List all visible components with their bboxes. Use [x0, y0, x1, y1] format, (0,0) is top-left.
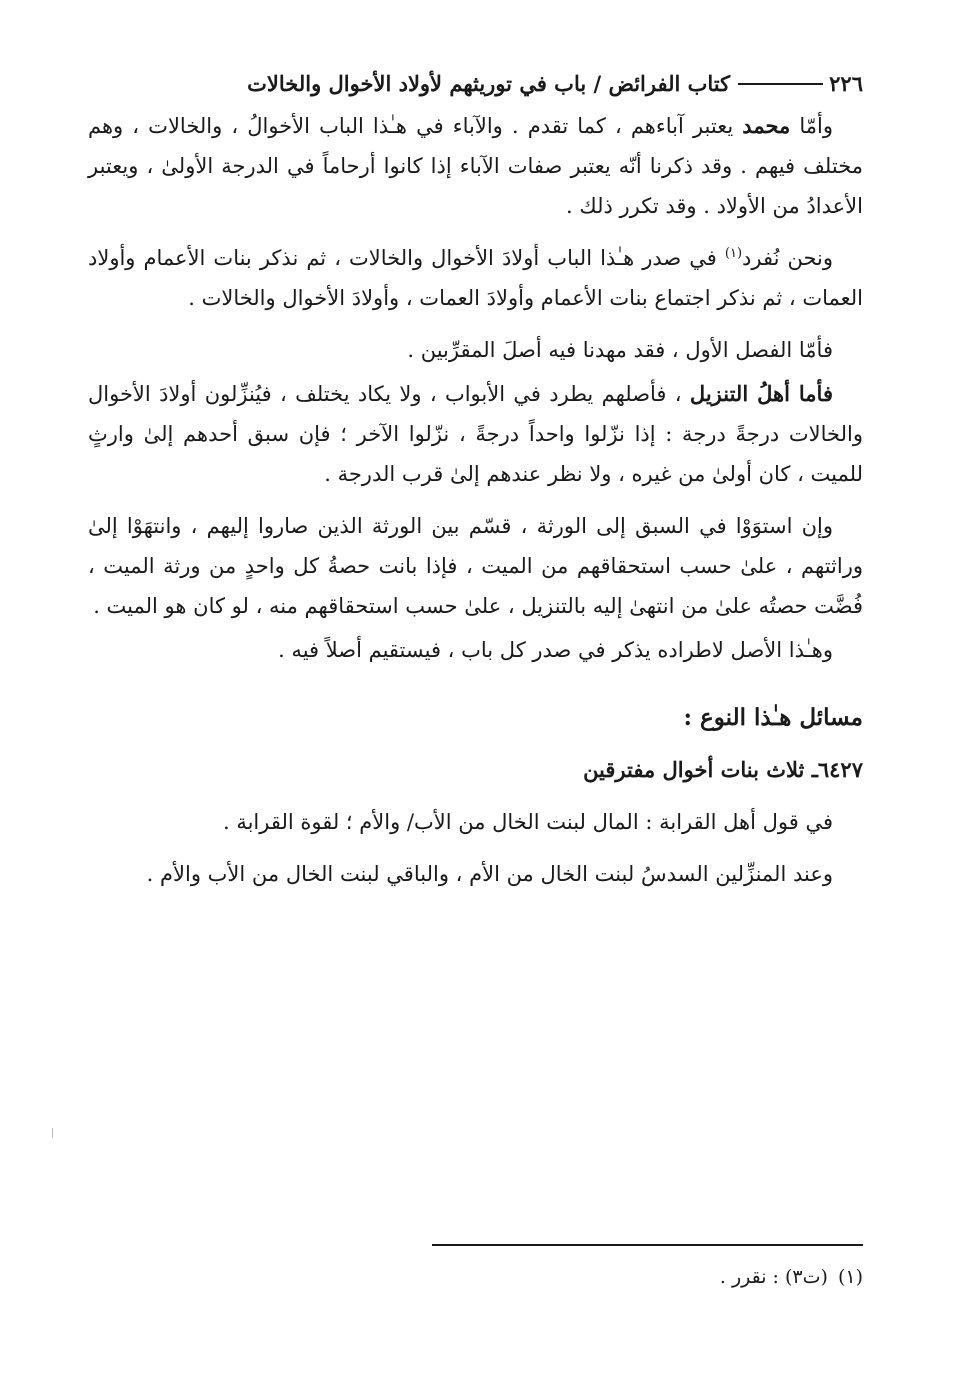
- problem-text: [88, 802, 863, 894]
- problem-heading: [88, 748, 863, 792]
- bold-term: فأما أهلُ التنزيل: [689, 381, 833, 406]
- bold-term: محمد: [742, 113, 791, 138]
- text-run: ، فأصلهم يطرد في الأبواب ، ولا يكاد يختلف ، فيُنزِّلون أولادَ الأخوال والخالات درجةً درجة : إذا نزّلوا واحداً درجةً ، نزّلوا الآخر ؛ فإن سبق أحدهم إلىٰ وارثٍ للميت ، كان أولىٰ من غيره ، ولا نظر عندهم إلىٰ قرب الدرجة .: [88, 382, 863, 486]
- text-run: في صدر هـٰذا الباب أولادَ الأخوال والخالات ، ثم نذكر بنات الأعمام وأولاد العمات ، ثم نذكر اجتماع بنات الأعمام وأولادَ العمات ، وأولادَ الأخوال والخالات .: [88, 246, 863, 310]
- problem-separator: ـ: [804, 757, 818, 782]
- book-page: [88, 62, 863, 894]
- text-run: وأمّا: [790, 114, 833, 138]
- text-run: يعتبر آباءهم ، كما تقدم . والآباء في هـٰذا الباب الأخوالُ ، والخالات ، وهم مختلف فيهم . وقد ذكرنا أنّه يعتبر صفات الآباء إذا كانوا أرحاماً في الدرجة الأولىٰ ، ويعتبر الأعدادُ من الأولاد . وقد تكرر ذلك .: [88, 114, 863, 218]
- problem-paragraph: وعند المنزِّلين السدسُ لبنت الخال من الأم ، والباقي لبنت الخال من الأب والأم .: [146, 862, 833, 886]
- text-run: ونحن نُفرد: [742, 246, 834, 270]
- body-paragraph: [88, 238, 863, 318]
- body-paragraph: [88, 330, 863, 370]
- footnote-number: (١): [837, 1266, 863, 1288]
- body-paragraph: [88, 374, 863, 494]
- footnote-text: (ت٣) : نقرر .: [719, 1266, 828, 1288]
- text-run: فأمّا الفصل الأول ، فقد مهدنا فيه أصلَ المقرِّبين .: [407, 338, 833, 362]
- body-paragraph: [88, 506, 863, 626]
- footnote-rule: [432, 1244, 863, 1246]
- body-text: [88, 106, 863, 670]
- margin-mark: [52, 1128, 53, 1138]
- problem-paragraph: في قول أهل القرابة : المال لبنت الخال من الأب/ والأم ؛ لقوة القرابة .: [222, 810, 833, 834]
- body-paragraph: [88, 630, 863, 670]
- footnote-reference: (١): [724, 246, 743, 261]
- running-title: كتاب الفرائض / باب في توريثهم لأولاد الأخوال والخالات: [247, 71, 731, 96]
- body-paragraph: [88, 106, 863, 226]
- text-run: وإن استوَوْا في السبق إلى الورثة ، قسّم بين الورثة الذين صاروا إليهم ، وانتهَوْا إلىٰ وراثتهم ، علىٰ حسب استحقاقهم من الميت ، فإذا بانت حصةُ كل واحدٍ من ورثة الميت ، فُضَّت حصتُه علىٰ من انتهىٰ إليه بالتنزيل ، علىٰ حسب استحقاقهم منه ، لو كان هو الميت .: [88, 514, 863, 618]
- problem-number: ٦٤٢٧: [817, 757, 863, 782]
- header-rule: [738, 83, 823, 85]
- page-number: ٢٢٦: [829, 71, 863, 96]
- text-run: وهـٰذا الأصل لاطراده يذكر في صدر كل باب ، فيستقيم أصلاً فيه .: [278, 638, 833, 662]
- problem-title: ثلاث بنات أخوال مفترقين: [583, 757, 805, 782]
- footnote: [720, 1262, 863, 1292]
- section-heading: مسائل هـٰذا النوع :: [683, 704, 863, 731]
- page-header: [88, 62, 863, 106]
